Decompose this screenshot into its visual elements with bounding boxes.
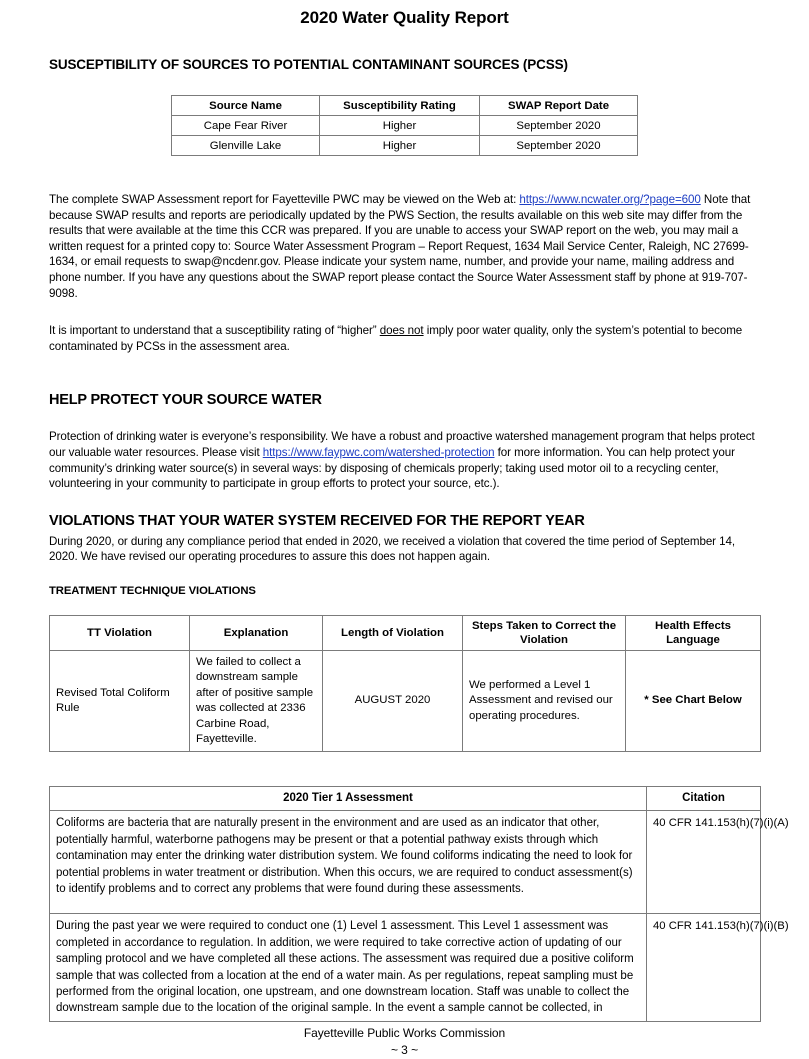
col-tt-violation: TT Violation: [50, 615, 190, 650]
footer-organization: Fayetteville Public Works Commission: [303, 1025, 506, 1040]
treatment-technique-violations-table: [49, 615, 761, 752]
cell-susceptibility-rating: Higher: [320, 136, 480, 156]
col-citation: Citation: [647, 787, 761, 811]
cell-length-of-violation: AUGUST 2020: [323, 650, 463, 751]
cell-tier-1-assessment: Coliforms are bacteria that are naturally present in the environment and are used as an indicator that other, potentially harmful, waterborne pathogens may be present or that a potential pathway exists through which contamination may enter the drinking water distribution system. We found coliforms indicating the need to look for potential problems in water treatment or distribution. When this occurs, we are required to conduct assessment(s) to identify problems and to correct any problems that were found during these assessments.: [50, 811, 647, 914]
col-length-of-violation: Length of Violation: [323, 615, 463, 650]
col-explanation: Explanation: [190, 615, 323, 650]
col-swap-report-date: SWAP Report Date: [480, 96, 638, 116]
treatment-technique-violations-subheading: TREATMENT TECHNIQUE VIOLATIONS: [49, 584, 256, 597]
col-health-effects-language: Health Effects Language: [626, 615, 761, 650]
footer-page-number: ~ 3 ~: [390, 1042, 419, 1057]
sources-table: [171, 95, 638, 156]
table-header-row: [50, 787, 761, 811]
cell-swap-report-date: September 2020: [480, 136, 638, 156]
page-title: 2020 Water Quality Report: [300, 8, 509, 27]
violations-heading: VIOLATIONS THAT YOUR WATER SYSTEM RECEIVED FOR THE REPORT YEAR: [49, 512, 585, 529]
cell-tier-1-assessment: During the past year we were required to conduct one (1) Level 1 assessment. This Level 1 assessment was completed in accordance to regulation. In addition, we were required to take corrective action of updating of our sampling protocol and we have completed all these actions. The assessment was required due a positive coliform sample that was collected from a location at the end of a water main. As per regulations, repeat sampling must be performed from the original location, one upstream, and one downstream location. Staff was unable to collect the downstream sample due to the location of the original sample. In the event a sample cannot be collected, in: [50, 914, 647, 1021]
tier-1-assessment-table: [49, 786, 789, 1021]
cell-swap-report-date: September 2020: [480, 116, 638, 136]
cell-citation: 40 CFR 141.153(h)(7)(i)(B): [647, 914, 761, 1021]
table-row: [50, 811, 761, 914]
table-header-row: [50, 615, 761, 650]
cell-health-effects-language: * See Chart Below: [626, 650, 761, 751]
protect-text-after-link: for more information. You can help protect your community’s drinking water source(s) in several ways: by disposing of chemicals properly; taking used motor oil to a recycling center, volunteering in your community to participate in group efforts to protect your source, etc.).: [49, 445, 735, 491]
cell-susceptibility-rating: Higher: [320, 116, 480, 136]
cell-tt-violation: Revised Total Coliform Rule: [50, 650, 190, 751]
protect-source-water-heading: HELP PROTECT YOUR SOURCE WATER: [49, 392, 322, 409]
note-emphasis-does-not: does not: [379, 324, 424, 338]
cell-citation: 40 CFR 141.153(h)(7)(i)(A): [647, 811, 761, 914]
protect-text-before-link: Protection of drinking water is everyone’s responsibility. We have a robust and proactive watershed management program that helps protect our valuable water resources. Please visit: [49, 430, 755, 459]
faypwc-watershed-link[interactable]: https://www.faypwc.com/watershed-protection: [262, 445, 495, 459]
note-text-part-2: imply poor water quality, only the system’s potential to become contaminated by PCSs in the assessment area.: [49, 324, 743, 353]
col-tier-1-assessment: 2020 Tier 1 Assessment: [50, 787, 647, 811]
page-footer: [49, 1025, 760, 1059]
susceptibility-note-paragraph: [49, 323, 760, 354]
ncwater-link[interactable]: https://www.ncwater.org/?page=600: [519, 193, 701, 206]
protect-source-water-paragraph: [49, 429, 760, 491]
swap-text-after-link: Note that because SWAP results and reports are periodically updated by the PWS Section, the results available on this web site may differ from the results that were available at the time this CCR was prepared. If you are unable to access your SWAP report on the web, you may mail a written request for a printed copy to: Source Water Assessment Program – Report Request, 1634 Mail Service Center, Raleigh, NC 27699-1634, or email requests to swap@ncdenr.gov. Please indicate your system name, number, and provide your name, mailing address and phone number. If you have any questions about the SWAP report please contact the Source Water Assessment staff by phone at 919-707-9098.: [49, 193, 751, 300]
table-row: [50, 914, 761, 1021]
swap-text-before-link: The complete SWAP Assessment report for Fayetteville PWC may be viewed on the Web at:: [49, 193, 520, 206]
table-header-row: [172, 96, 638, 116]
table-row: [172, 116, 638, 136]
cell-explanation: We failed to collect a downstream sample after of positive sample was collected at 2336 Carbine Road, Fayetteville.: [190, 650, 323, 751]
swap-assessment-paragraph: [49, 192, 760, 301]
table-row: [50, 650, 761, 751]
cell-steps-taken: We performed a Level 1 Assessment and revised our operating procedures.: [463, 650, 626, 751]
col-source-name: Source Name: [172, 96, 320, 116]
col-susceptibility-rating: Susceptibility Rating: [320, 96, 480, 116]
pcss-heading: SUSCEPTIBILITY OF SOURCES TO POTENTIAL CONTAMINANT SOURCES (PCSS): [49, 57, 568, 72]
violations-paragraph: During 2020, or during any compliance period that ended in 2020, we received a violation that covered the time period of September 14, 2020. We have revised our operating procedures to assure this does not happen again.: [49, 534, 735, 564]
cell-source-name: Cape Fear River: [172, 116, 320, 136]
cell-source-name: Glenville Lake: [172, 136, 320, 156]
table-row: [172, 136, 638, 156]
note-text-part-1: It is important to understand that a susceptibility rating of “higher”: [49, 324, 380, 338]
col-steps-taken: Steps Taken to Correct the Violation: [463, 615, 626, 650]
